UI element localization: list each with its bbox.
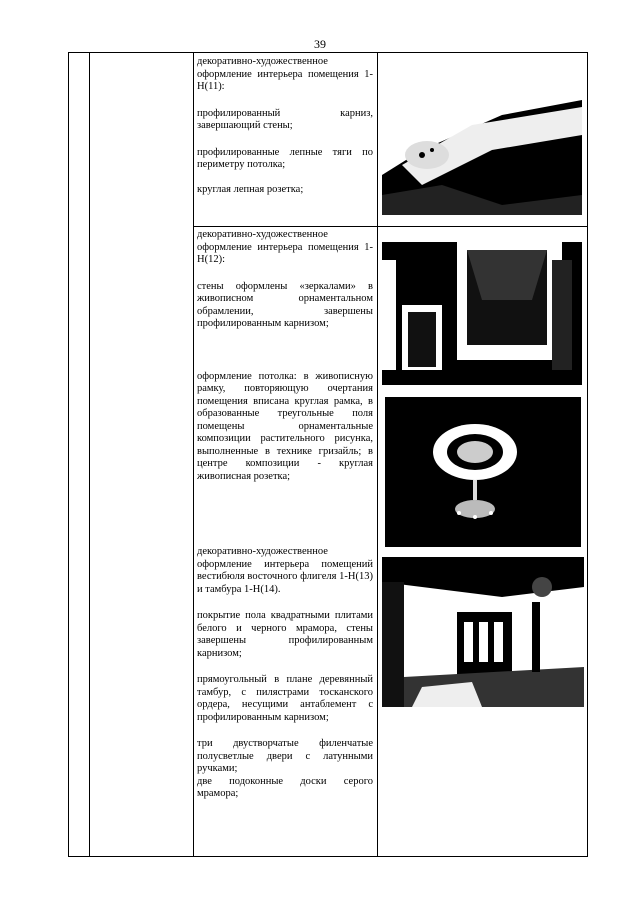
paragraph: покрытие пола квадратными плитами белого и черного мрамора, стены завершены профилированным карнизом; <box>197 610 373 659</box>
paragraph: две подоконные доски серого мрамора; <box>197 775 373 799</box>
column-divider <box>193 53 194 856</box>
interior-photo-ceiling <box>382 55 582 215</box>
paragraph: круглая лепная розетка; <box>197 183 304 195</box>
page-number: 39 <box>314 37 326 51</box>
attribute-table <box>68 52 588 857</box>
paragraph: профилированные лепные тяги по периметру потолка; <box>197 146 373 170</box>
paragraph: три двустворчатые филенчатые полусветлые двери с латунными ручками; <box>197 738 373 774</box>
column-divider <box>377 53 378 856</box>
interior-photo-rosette <box>385 397 581 547</box>
section-text-3 <box>197 546 373 815</box>
interior-photo-mirrored-walls <box>382 230 582 385</box>
section-text-2 <box>197 229 373 497</box>
paragraph: декоративно-художественное оформление интерьера помещений вестибюля восточного флигеля 1-Н(13) и тамбура 1-Н(14). <box>197 546 373 595</box>
paragraph: прямоугольный в плане деревянный тамбур, с пилястрами тосканского ордера, несущими антаблемент с профилированным карнизом; <box>197 674 373 723</box>
paragraph: оформление потолка: в живописную рамку, повторяющую очертания помещения вписана круглая рамка, в образованные треугольные поля помещены орнаментальные композиции растительного рисунка, выполненные в технике гризайль; в центре композиции - круглая живописная розетка; <box>197 370 373 482</box>
column-divider <box>89 53 90 856</box>
paragraph: декоративно-художественное оформление интерьера помещения 1-Н(11): <box>197 56 373 92</box>
interior-photo-vestibule <box>382 557 584 707</box>
section-text-1 <box>197 56 373 210</box>
paragraph: профилированный карниз, завершающий стены; <box>197 107 373 131</box>
paragraph: декоративно-художественное оформление интерьера помещения 1-Н(12): <box>197 229 373 265</box>
paragraph: стены оформлены «зеркалами» в живописном орнаментальном обрамлении, завершены профилированным карнизом; <box>197 280 373 329</box>
row-divider <box>193 226 587 227</box>
